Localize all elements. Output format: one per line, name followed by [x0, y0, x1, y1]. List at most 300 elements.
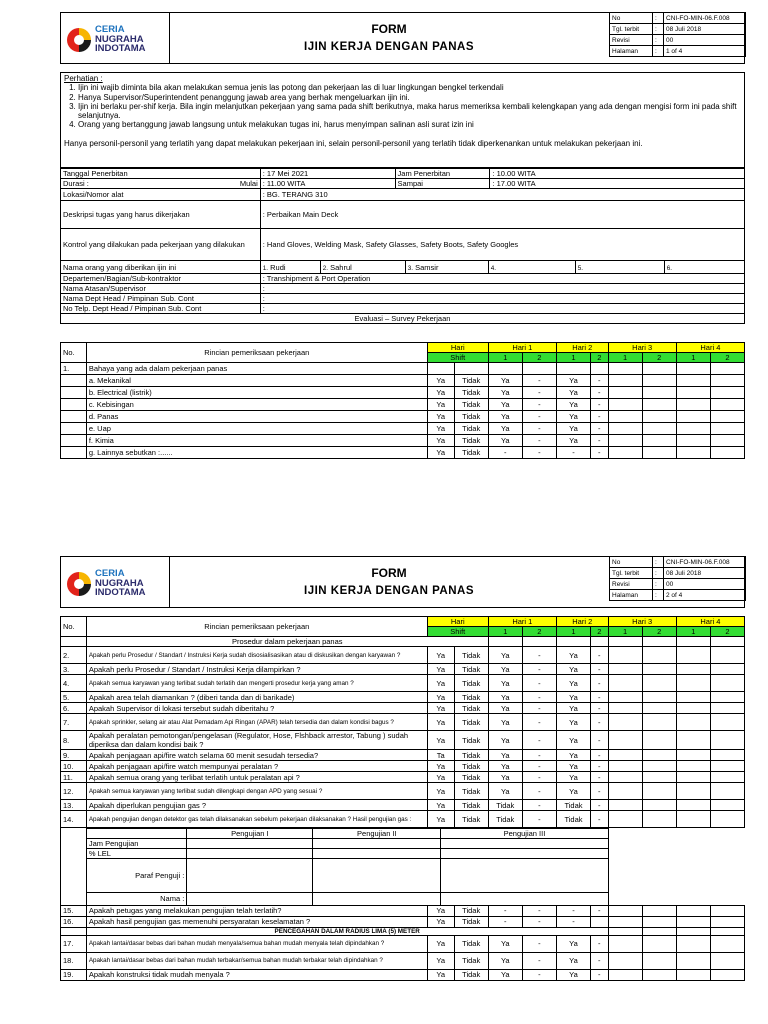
answer-cell[interactable]: Ya	[556, 423, 590, 435]
answer-cell[interactable]	[676, 800, 710, 811]
checklist-row	[61, 387, 745, 399]
answer-cell[interactable]: -	[591, 664, 609, 675]
answer-cell[interactable]: -	[522, 761, 556, 772]
answer-cell[interactable]	[642, 750, 676, 761]
answer-cell[interactable]: -	[522, 731, 556, 750]
answer-cell[interactable]: Ya	[427, 731, 454, 750]
answer-cell[interactable]	[608, 703, 642, 714]
checklist-row	[61, 952, 745, 969]
answer-cell[interactable]: -	[591, 647, 609, 664]
answer-cell[interactable]: -	[591, 435, 609, 447]
answer-cell[interactable]	[642, 387, 676, 399]
row-question: Apakah lantai/dasar bebas dari bahan mudah menyala/semua bahan mudah menyala telah dipindahkan ?	[86, 935, 427, 952]
document-meta: No : CNI-FO-MIN-06.F.008 Tgl. terbit : 08 Juli 2018 Revisi : 00 Halaman : 2 of 4	[609, 556, 746, 601]
answer-cell[interactable]	[608, 664, 642, 675]
answer-cell[interactable]: -	[591, 905, 609, 916]
answer-cell[interactable]	[710, 935, 744, 952]
answer-cell[interactable]: Ya	[427, 783, 454, 800]
answer-cell[interactable]	[676, 905, 710, 916]
answer-cell[interactable]	[710, 969, 744, 980]
answer-cell[interactable]: Ya	[556, 783, 590, 800]
row-question: Apakah semua karyawan yang terlibat sudah terlatih dan mengerti prosedur kerja yang aman ?	[86, 675, 427, 692]
answer-cell[interactable]	[710, 435, 744, 447]
row-question: d. Panas	[86, 411, 427, 423]
answer-cell[interactable]: -	[591, 375, 609, 387]
checklist-row	[61, 399, 745, 411]
answer-cell[interactable]: -	[591, 761, 609, 772]
answer-cell[interactable]	[642, 783, 676, 800]
answer-cell[interactable]: -	[522, 435, 556, 447]
answer-cell[interactable]: -	[522, 811, 556, 828]
answer-cell[interactable]	[710, 916, 744, 927]
answer-cell[interactable]: Ya	[427, 675, 454, 692]
answer-cell[interactable]	[608, 731, 642, 750]
answer-cell[interactable]: Tidak	[454, 664, 488, 675]
answer-cell[interactable]	[454, 363, 488, 375]
answer-cell[interactable]: Ya	[427, 411, 454, 423]
answer-cell[interactable]	[676, 952, 710, 969]
answer-cell[interactable]	[427, 363, 454, 375]
answer-cell[interactable]	[522, 363, 556, 375]
answer-cell[interactable]	[710, 783, 744, 800]
answer-cell[interactable]: Ya	[488, 750, 522, 761]
answer-cell[interactable]: Ya	[427, 435, 454, 447]
answer-cell[interactable]	[608, 692, 642, 703]
answer-cell[interactable]: -	[522, 772, 556, 783]
answer-cell[interactable]: Ya	[488, 772, 522, 783]
answer-cell[interactable]: Tidak	[454, 387, 488, 399]
answer-cell[interactable]: Ya	[488, 952, 522, 969]
answer-cell[interactable]: Tidak	[454, 675, 488, 692]
checklist-row	[61, 800, 745, 811]
answer-cell[interactable]: Ya	[427, 703, 454, 714]
answer-cell[interactable]	[642, 952, 676, 969]
answer-cell[interactable]	[608, 387, 642, 399]
row-number: 5.	[61, 692, 87, 703]
answer-cell[interactable]	[642, 703, 676, 714]
answer-cell[interactable]	[591, 363, 609, 375]
answer-cell[interactable]	[608, 952, 642, 969]
answer-cell[interactable]	[642, 772, 676, 783]
answer-cell[interactable]: Ya	[556, 375, 590, 387]
answer-cell[interactable]: Tidak	[556, 811, 590, 828]
answer-cell[interactable]: Ya	[427, 969, 454, 980]
answer-cell[interactable]: -	[522, 423, 556, 435]
answer-cell[interactable]	[676, 761, 710, 772]
checklist-row	[61, 675, 745, 692]
row-number: 8.	[61, 731, 87, 750]
answer-cell[interactable]: -	[591, 399, 609, 411]
answer-cell[interactable]	[642, 714, 676, 731]
answer-cell[interactable]: Tidak	[454, 447, 488, 459]
answer-cell[interactable]	[642, 375, 676, 387]
answer-cell[interactable]: Tidak	[454, 750, 488, 761]
permit-info-table: Tanggal Penerbitan : 17 Mei 2021 Jam Penerbitan : 10.00 WITA Durasi : Mulai : 11.00 WITA Sampai : 17.00 WITA Lokasi/Nomor alat : BG. TERANG 310 Deskripsi tugas yang harus dikerjakan : Perbaikan Main Deck Kontrol yang dilakukan pada pekerjaan yang dilakukan : Hand Gloves, Welding Mask, Safety Glasses, Safety Boots, Safety Googles Nama orang yang diberikan ijin ini 1. Rudi 2. Sahrul 3. Samsir 4. 5. 6. Departemen/Bagian/Sub-kontraktor : Transhipment & Port Operation Nama Atasan/Supervisor : Nama Dept Head / Pimpinan Sub. Cont : No Telp. Dept Head / Pimpinan Sub. Cont : Evaluasi – Survey Pekerjaan	[60, 168, 745, 324]
answer-cell[interactable]: Tidak	[454, 647, 488, 664]
answer-cell[interactable]: Tidak	[454, 969, 488, 980]
answer-cell[interactable]	[642, 664, 676, 675]
answer-cell[interactable]: Ya	[427, 800, 454, 811]
answer-cell[interactable]	[676, 731, 710, 750]
answer-cell[interactable]: Ya	[488, 435, 522, 447]
answer-cell[interactable]: Ya	[556, 692, 590, 703]
answer-cell[interactable]: -	[591, 731, 609, 750]
answer-cell[interactable]: -	[522, 447, 556, 459]
answer-cell[interactable]: -	[522, 750, 556, 761]
answer-cell[interactable]: Ya	[488, 664, 522, 675]
answer-cell[interactable]: Ya	[556, 750, 590, 761]
answer-cell[interactable]: Tidak	[454, 905, 488, 916]
answer-cell[interactable]	[710, 375, 744, 387]
answer-cell[interactable]: -	[522, 692, 556, 703]
answer-cell[interactable]: -	[522, 916, 556, 927]
form-title: FORM IJIN KERJA DENGAN PANAS	[304, 566, 474, 597]
answer-cell[interactable]: Ya	[556, 399, 590, 411]
answer-cell[interactable]	[608, 399, 642, 411]
answer-cell[interactable]: -	[591, 783, 609, 800]
answer-cell[interactable]: -	[522, 952, 556, 969]
answer-cell[interactable]	[676, 916, 710, 927]
answer-cell[interactable]	[642, 675, 676, 692]
answer-cell[interactable]	[608, 916, 642, 927]
answer-cell[interactable]	[608, 800, 642, 811]
answer-cell[interactable]: -	[488, 916, 522, 927]
row-question: Apakah area telah diamankan ? (diberi tanda dan di barikade)	[86, 692, 427, 703]
answer-cell[interactable]	[676, 447, 710, 459]
answer-cell[interactable]	[676, 375, 710, 387]
answer-cell[interactable]	[710, 731, 744, 750]
answer-cell[interactable]	[710, 399, 744, 411]
answer-cell[interactable]: Ya	[427, 772, 454, 783]
company-name: CERIA NUGRAHA INDOTAMA	[95, 568, 146, 598]
answer-cell[interactable]: Ya	[427, 905, 454, 916]
answer-cell[interactable]	[642, 916, 676, 927]
answer-cell[interactable]	[608, 750, 642, 761]
answer-cell[interactable]: Ya	[488, 399, 522, 411]
answer-cell[interactable]: Ya	[427, 692, 454, 703]
answer-cell[interactable]: Ya	[488, 783, 522, 800]
answer-cell[interactable]: Ya	[427, 423, 454, 435]
answer-cell[interactable]	[676, 664, 710, 675]
row-number: 17.	[61, 935, 87, 952]
answer-cell[interactable]	[710, 772, 744, 783]
answer-cell[interactable]	[488, 363, 522, 375]
answer-cell[interactable]: Ya	[488, 935, 522, 952]
answer-cell[interactable]: -	[591, 969, 609, 980]
answer-cell[interactable]	[608, 811, 642, 828]
checklist-row	[61, 423, 745, 435]
answer-cell[interactable]: Ya	[427, 714, 454, 731]
answer-cell[interactable]: Tidak	[454, 952, 488, 969]
row-number: 7.	[61, 714, 87, 731]
answer-cell[interactable]: Ya	[488, 675, 522, 692]
answer-cell[interactable]	[710, 714, 744, 731]
answer-cell[interactable]: -	[522, 399, 556, 411]
answer-cell[interactable]: -	[522, 675, 556, 692]
answer-cell[interactable]: -	[591, 750, 609, 761]
answer-cell[interactable]: Ya	[427, 447, 454, 459]
answer-cell[interactable]	[710, 675, 744, 692]
answer-cell[interactable]: Ta	[427, 750, 454, 761]
answer-cell[interactable]	[710, 800, 744, 811]
answer-cell[interactable]: -	[591, 692, 609, 703]
answer-cell[interactable]	[676, 692, 710, 703]
answer-cell[interactable]	[676, 969, 710, 980]
answer-cell[interactable]: Ya	[427, 399, 454, 411]
answer-cell[interactable]: Ya	[427, 387, 454, 399]
answer-cell[interactable]	[676, 703, 710, 714]
answer-cell[interactable]: Ya	[488, 692, 522, 703]
row-question: Apakah sprinkler, selang air atau Alat Pemadam Api Ringan (APAR) telah tersedia dan dalam kondisi bagus ?	[86, 714, 427, 731]
answer-cell[interactable]: Tidak	[454, 435, 488, 447]
answer-cell[interactable]: Tidak	[556, 800, 590, 811]
answer-cell[interactable]: Tidak	[454, 811, 488, 828]
answer-cell[interactable]	[608, 435, 642, 447]
document-meta: No : CNI-FO-MIN-06.F.008 Tgl. terbit : 08 Juli 2018 Revisi : 00 Halaman : 1 of 4	[609, 12, 746, 57]
answer-cell[interactable]: -	[591, 772, 609, 783]
answer-cell[interactable]	[676, 387, 710, 399]
answer-cell[interactable]: Ya	[488, 423, 522, 435]
answer-cell[interactable]	[642, 447, 676, 459]
answer-cell[interactable]: Tidak	[454, 800, 488, 811]
permit-holders: 1. Rudi 2. Sahrul 3. Samsir 4. 5. 6.	[262, 262, 673, 272]
answer-cell[interactable]	[710, 761, 744, 772]
answer-cell[interactable]	[676, 772, 710, 783]
row-question: b. Electrical (listrik)	[86, 387, 427, 399]
row-question: Apakah hasil pengujian gas memenuhi persyaratan keselamatan ?	[86, 916, 427, 927]
answer-cell[interactable]: Ya	[556, 969, 590, 980]
answer-cell[interactable]: Ya	[488, 375, 522, 387]
answer-cell[interactable]	[642, 363, 676, 375]
answer-cell[interactable]: Ya	[556, 675, 590, 692]
answer-cell[interactable]: -	[522, 647, 556, 664]
answer-cell[interactable]: Tidak	[454, 703, 488, 714]
answer-cell[interactable]: Ya	[427, 935, 454, 952]
answer-cell[interactable]: Tidak	[488, 811, 522, 828]
answer-cell[interactable]: Ya	[488, 761, 522, 772]
answer-cell[interactable]: -	[522, 714, 556, 731]
answer-cell[interactable]: -	[591, 423, 609, 435]
answer-cell[interactable]: -	[591, 811, 609, 828]
answer-cell[interactable]	[710, 952, 744, 969]
answer-cell[interactable]	[676, 399, 710, 411]
answer-cell[interactable]: -	[522, 375, 556, 387]
answer-cell[interactable]	[676, 935, 710, 952]
answer-cell[interactable]: Ya	[556, 935, 590, 952]
answer-cell[interactable]	[591, 916, 609, 927]
answer-cell[interactable]: Tidak	[454, 714, 488, 731]
answer-cell[interactable]: Ya	[556, 761, 590, 772]
answer-cell[interactable]: -	[522, 800, 556, 811]
company-logo	[61, 13, 170, 63]
answer-cell[interactable]	[608, 675, 642, 692]
answer-cell[interactable]: Ya	[427, 811, 454, 828]
answer-cell[interactable]	[642, 435, 676, 447]
answer-cell[interactable]: Ya	[556, 387, 590, 399]
answer-cell[interactable]	[608, 714, 642, 731]
answer-cell[interactable]	[642, 969, 676, 980]
answer-cell[interactable]	[642, 811, 676, 828]
answer-cell[interactable]	[710, 750, 744, 761]
answer-cell[interactable]	[710, 664, 744, 675]
answer-cell[interactable]: -	[556, 447, 590, 459]
answer-cell[interactable]: -	[522, 969, 556, 980]
answer-cell[interactable]: -	[591, 800, 609, 811]
answer-cell[interactable]: -	[522, 905, 556, 916]
answer-cell[interactable]	[710, 423, 744, 435]
checklist-row	[61, 411, 745, 423]
row-number: 3.	[61, 664, 87, 675]
answer-cell[interactable]: Ya	[488, 387, 522, 399]
logo-emblem-icon	[66, 571, 92, 597]
answer-cell[interactable]	[608, 761, 642, 772]
answer-cell[interactable]: Ya	[556, 664, 590, 675]
answer-cell[interactable]: -	[556, 916, 590, 927]
answer-cell[interactable]: -	[522, 411, 556, 423]
answer-cell[interactable]	[642, 905, 676, 916]
answer-cell[interactable]: Tidak	[454, 783, 488, 800]
answer-cell[interactable]	[642, 731, 676, 750]
answer-cell[interactable]: Ya	[556, 411, 590, 423]
answer-cell[interactable]	[676, 675, 710, 692]
answer-cell[interactable]	[710, 692, 744, 703]
answer-cell[interactable]: Tidak	[454, 411, 488, 423]
gas-test-table: Pengujian I Pengujian II Pengujian III Jam Pengujian % LEL Paraf Penguji : Nama :	[87, 828, 608, 905]
answer-cell[interactable]: Tidak	[454, 423, 488, 435]
answer-cell[interactable]	[608, 969, 642, 980]
answer-cell[interactable]	[556, 363, 590, 375]
answer-cell[interactable]: -	[591, 675, 609, 692]
answer-cell[interactable]	[676, 783, 710, 800]
answer-cell[interactable]: -	[522, 387, 556, 399]
answer-cell[interactable]	[676, 363, 710, 375]
answer-cell[interactable]: Ya	[556, 731, 590, 750]
answer-cell[interactable]: Tidak	[454, 375, 488, 387]
answer-cell[interactable]: Tidak	[454, 772, 488, 783]
row-number: 9.	[61, 750, 87, 761]
answer-cell[interactable]	[642, 692, 676, 703]
answer-cell[interactable]	[642, 761, 676, 772]
answer-cell[interactable]: Ya	[556, 703, 590, 714]
checklist-row	[61, 703, 745, 714]
answer-cell[interactable]: Ya	[556, 435, 590, 447]
answer-cell[interactable]: Tidak	[454, 916, 488, 927]
answer-cell[interactable]: Ya	[488, 714, 522, 731]
answer-cell[interactable]	[676, 750, 710, 761]
answer-cell[interactable]: -	[522, 935, 556, 952]
answer-cell[interactable]	[676, 811, 710, 828]
answer-cell[interactable]	[608, 647, 642, 664]
answer-cell[interactable]: Ya	[556, 647, 590, 664]
answer-cell[interactable]: Ya	[488, 703, 522, 714]
answer-cell[interactable]: Ya	[427, 952, 454, 969]
checklist-row	[61, 435, 745, 447]
answer-cell[interactable]	[710, 647, 744, 664]
answer-cell[interactable]: Ya	[488, 731, 522, 750]
checklist-row	[61, 935, 745, 952]
answer-cell[interactable]: Tidak	[454, 761, 488, 772]
answer-cell[interactable]	[608, 375, 642, 387]
answer-cell[interactable]	[676, 435, 710, 447]
answer-cell[interactable]	[710, 387, 744, 399]
answer-cell[interactable]	[676, 647, 710, 664]
row-question: Bahaya yang ada dalam pekerjaan panas	[86, 363, 427, 375]
answer-cell[interactable]	[676, 423, 710, 435]
answer-cell[interactable]	[710, 363, 744, 375]
answer-cell[interactable]	[642, 800, 676, 811]
answer-cell[interactable]: -	[488, 447, 522, 459]
answer-cell[interactable]: -	[556, 905, 590, 916]
answer-cell[interactable]: Ya	[488, 411, 522, 423]
answer-cell[interactable]: Tidak	[488, 800, 522, 811]
answer-cell[interactable]	[676, 714, 710, 731]
answer-cell[interactable]: Ya	[488, 969, 522, 980]
answer-cell[interactable]: Tidak	[454, 731, 488, 750]
answer-cell[interactable]	[710, 703, 744, 714]
row-question: Apakah semua orang yang terlibat terlatih untuk peralatan api ?	[86, 772, 427, 783]
answer-cell[interactable]	[608, 423, 642, 435]
answer-cell[interactable]	[642, 647, 676, 664]
row-number	[61, 387, 87, 399]
answer-cell[interactable]: -	[591, 714, 609, 731]
answer-cell[interactable]: Ya	[427, 761, 454, 772]
answer-cell[interactable]: -	[591, 447, 609, 459]
answer-cell[interactable]: -	[591, 952, 609, 969]
answer-cell[interactable]	[608, 935, 642, 952]
answer-cell[interactable]: -	[591, 387, 609, 399]
answer-cell[interactable]	[608, 905, 642, 916]
answer-cell[interactable]: Tidak	[454, 692, 488, 703]
answer-cell[interactable]	[710, 447, 744, 459]
row-number	[61, 435, 87, 447]
answer-cell[interactable]: Ya	[556, 772, 590, 783]
answer-cell[interactable]	[608, 447, 642, 459]
answer-cell[interactable]	[608, 772, 642, 783]
row-question: Apakah perlu Prosedur / Standart / Instruksi Kerja sudah disosialisasikan atau di diskusikan dengan karyawan ?	[86, 647, 427, 664]
row-number: 19.	[61, 969, 87, 980]
row-number: 15.	[61, 905, 87, 916]
answer-cell[interactable]	[710, 905, 744, 916]
answer-cell[interactable]	[608, 411, 642, 423]
answer-cell[interactable]: -	[591, 703, 609, 714]
answer-cell[interactable]: Ya	[556, 952, 590, 969]
answer-cell[interactable]	[676, 411, 710, 423]
answer-cell[interactable]	[642, 423, 676, 435]
answer-cell[interactable]: Tidak	[454, 399, 488, 411]
answer-cell[interactable]: -	[591, 411, 609, 423]
answer-cell[interactable]: Ya	[427, 647, 454, 664]
answer-cell[interactable]: Ya	[427, 664, 454, 675]
answer-cell[interactable]: Ya	[556, 714, 590, 731]
answer-cell[interactable]: Ya	[427, 916, 454, 927]
row-number: 6.	[61, 703, 87, 714]
answer-cell[interactable]	[608, 363, 642, 375]
answer-cell[interactable]	[642, 411, 676, 423]
answer-cell[interactable]: -	[522, 664, 556, 675]
answer-cell[interactable]	[710, 811, 744, 828]
answer-cell[interactable]: -	[488, 905, 522, 916]
answer-cell[interactable]: -	[522, 783, 556, 800]
answer-cell[interactable]: -	[522, 703, 556, 714]
answer-cell[interactable]	[608, 783, 642, 800]
answer-cell[interactable]	[642, 935, 676, 952]
answer-cell[interactable]	[710, 411, 744, 423]
answer-cell[interactable]: Ya	[427, 375, 454, 387]
answer-cell[interactable]: Ya	[488, 647, 522, 664]
answer-cell[interactable]: Tidak	[454, 935, 488, 952]
answer-cell[interactable]	[642, 399, 676, 411]
answer-cell[interactable]: -	[591, 935, 609, 952]
